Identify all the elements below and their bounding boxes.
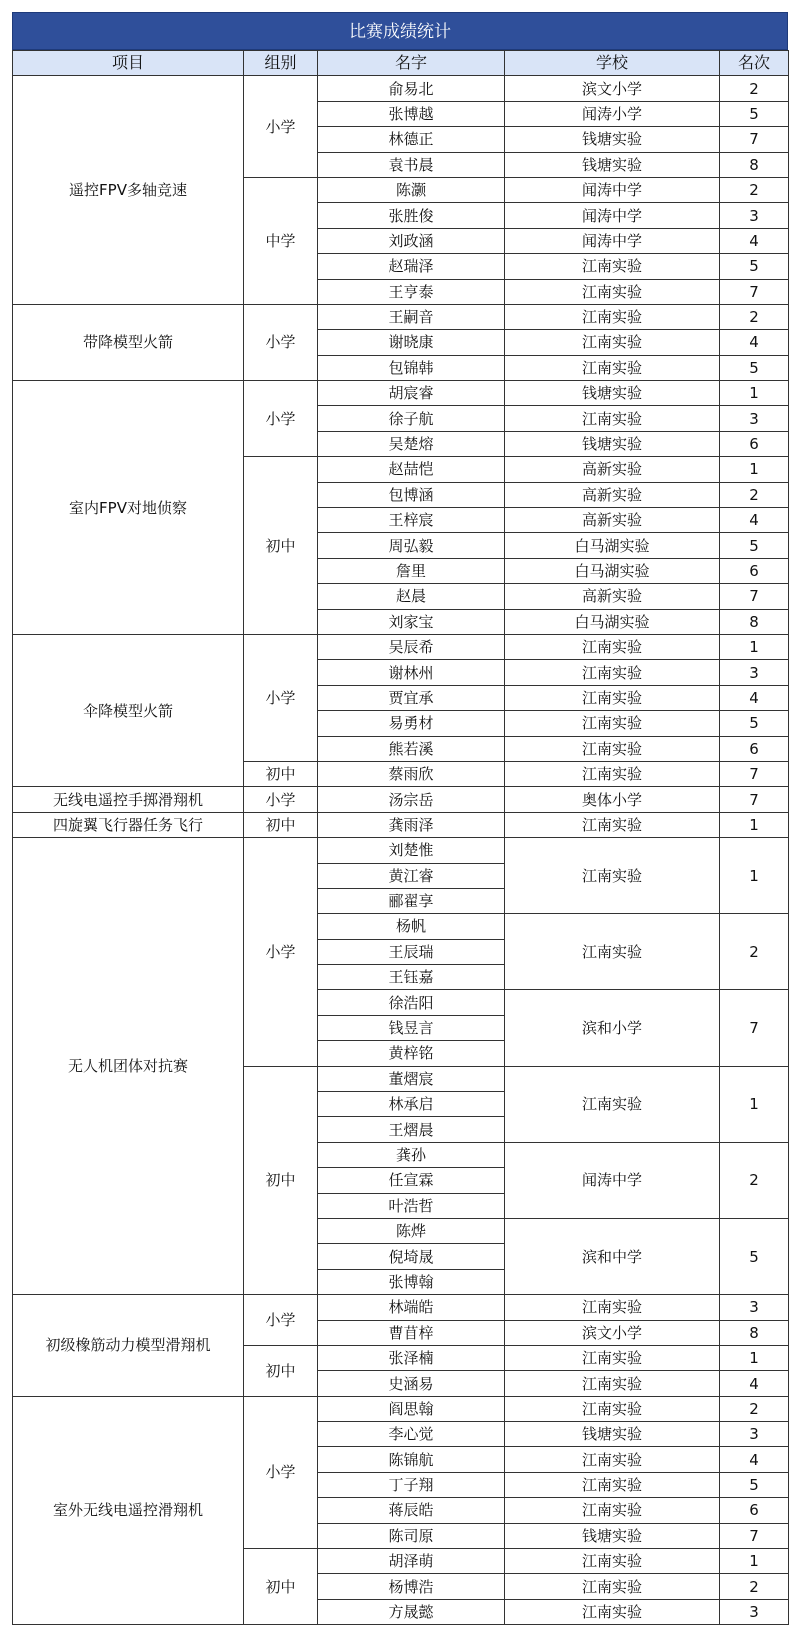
participant-name: 王梓宸 [318, 508, 505, 533]
participant-name: 易勇材 [318, 711, 505, 736]
rank-value: 7 [720, 127, 789, 152]
event-name: 遥控FPV多轴竞速 [13, 76, 244, 305]
group-label: 初中 [244, 1549, 318, 1625]
event-name: 无线电遥控手掷滑翔机 [13, 787, 244, 812]
school-name: 闻涛中学 [505, 1142, 720, 1218]
rank-value: 1 [720, 812, 789, 837]
rank-value: 3 [720, 660, 789, 685]
school-name: 江南实验 [505, 838, 720, 914]
school-name: 江南实验 [505, 1549, 720, 1574]
school-name: 钱塘实验 [505, 127, 720, 152]
rank-value: 7 [720, 1523, 789, 1548]
rank-value: 2 [720, 76, 789, 101]
rank-value: 3 [720, 406, 789, 431]
participant-name: 倪埼晟 [318, 1244, 505, 1269]
participant-name: 周弘毅 [318, 533, 505, 558]
table-row [13, 381, 789, 406]
rank-value: 7 [720, 279, 789, 304]
participant-name: 方晟懿 [318, 1599, 505, 1624]
event-name: 室外无线电遥控滑翔机 [13, 1396, 244, 1625]
rank-value: 7 [720, 787, 789, 812]
rank-value: 1 [720, 457, 789, 482]
school-name: 江南实验 [505, 914, 720, 990]
table-row [13, 812, 789, 837]
participant-name: 谢林州 [318, 660, 505, 685]
rank-value: 6 [720, 431, 789, 456]
participant-name: 贾宜承 [318, 685, 505, 710]
school-name: 闻涛中学 [505, 203, 720, 228]
school-name: 奥体小学 [505, 787, 720, 812]
rank-value: 6 [720, 736, 789, 761]
participant-name: 詹里 [318, 558, 505, 583]
participant-name: 黄江睿 [318, 863, 505, 888]
table-row [13, 1396, 789, 1421]
table-row [13, 787, 789, 812]
participant-name: 任宣霖 [318, 1168, 505, 1193]
school-name: 江南实验 [505, 254, 720, 279]
participant-name: 林端皓 [318, 1295, 505, 1320]
participant-name: 陈烨 [318, 1218, 505, 1243]
event-name: 带降模型火箭 [13, 304, 244, 380]
participant-name: 赵瑞泽 [318, 254, 505, 279]
participant-name: 林德正 [318, 127, 505, 152]
participant-name: 胡泽萌 [318, 1549, 505, 1574]
school-name: 钱塘实验 [505, 1422, 720, 1447]
school-name: 江南实验 [505, 279, 720, 304]
rank-value: 7 [720, 990, 789, 1066]
rank-value: 3 [720, 203, 789, 228]
group-label: 中学 [244, 177, 318, 304]
participant-name: 谢晓康 [318, 330, 505, 355]
rank-value: 5 [720, 355, 789, 380]
rank-value: 4 [720, 1371, 789, 1396]
results-sheet [12, 12, 788, 1625]
participant-name: 杨博浩 [318, 1574, 505, 1599]
participant-name: 张泽楠 [318, 1345, 505, 1370]
table-row [13, 304, 789, 329]
group-label: 小学 [244, 787, 318, 812]
rank-value: 4 [720, 508, 789, 533]
school-name: 江南实验 [505, 1066, 720, 1142]
rank-value: 3 [720, 1422, 789, 1447]
participant-name: 郦翟享 [318, 888, 505, 913]
rank-value: 1 [720, 838, 789, 914]
rank-value: 2 [720, 1574, 789, 1599]
participant-name: 吴楚熔 [318, 431, 505, 456]
participant-name: 俞易北 [318, 76, 505, 101]
table-row [13, 76, 789, 101]
school-name: 江南实验 [505, 1574, 720, 1599]
participant-name: 张博翰 [318, 1269, 505, 1294]
school-name: 江南实验 [505, 812, 720, 837]
rank-value: 1 [720, 381, 789, 406]
rank-value: 7 [720, 761, 789, 786]
school-name: 高新实验 [505, 482, 720, 507]
participant-name: 叶浩哲 [318, 1193, 505, 1218]
participant-name: 徐浩阳 [318, 990, 505, 1015]
participant-name: 张博越 [318, 101, 505, 126]
participant-name: 张胜俊 [318, 203, 505, 228]
participant-name: 包博涵 [318, 482, 505, 507]
school-name: 钱塘实验 [505, 152, 720, 177]
group-label: 初中 [244, 812, 318, 837]
rank-value: 5 [720, 1472, 789, 1497]
rank-value: 8 [720, 1320, 789, 1345]
school-name: 江南实验 [505, 1447, 720, 1472]
participant-name: 陈锦航 [318, 1447, 505, 1472]
school-name: 高新实验 [505, 457, 720, 482]
rank-value: 1 [720, 1066, 789, 1142]
rank-value: 7 [720, 584, 789, 609]
school-name: 江南实验 [505, 736, 720, 761]
header-event: 项目 [13, 51, 244, 76]
participant-name: 熊若溪 [318, 736, 505, 761]
participant-name: 王辰瑞 [318, 939, 505, 964]
rank-value: 5 [720, 1218, 789, 1294]
school-name: 闻涛小学 [505, 101, 720, 126]
participant-name: 陈灏 [318, 177, 505, 202]
header-group: 组别 [244, 51, 318, 76]
participant-name: 丁子翔 [318, 1472, 505, 1497]
event-name: 四旋翼飞行器任务飞行 [13, 812, 244, 837]
group-label: 小学 [244, 76, 318, 178]
school-name: 江南实验 [505, 761, 720, 786]
participant-name: 蒋辰皓 [318, 1498, 505, 1523]
school-name: 江南实验 [505, 1295, 720, 1320]
rank-value: 3 [720, 1599, 789, 1624]
school-name: 江南实验 [505, 304, 720, 329]
school-name: 闻涛中学 [505, 228, 720, 253]
group-label: 初中 [244, 457, 318, 635]
participant-name: 赵晨 [318, 584, 505, 609]
rank-value: 2 [720, 914, 789, 990]
group-label: 初中 [244, 761, 318, 786]
participant-name: 王亨泰 [318, 279, 505, 304]
participant-name: 杨帆 [318, 914, 505, 939]
school-name: 江南实验 [505, 634, 720, 659]
school-name: 白马湖实验 [505, 533, 720, 558]
results-body [13, 76, 789, 1625]
event-name: 伞降模型火箭 [13, 634, 244, 786]
rank-value: 2 [720, 177, 789, 202]
participant-name: 胡宸睿 [318, 381, 505, 406]
school-name: 滨和中学 [505, 1218, 720, 1294]
group-label: 小学 [244, 1295, 318, 1346]
group-label: 小学 [244, 838, 318, 1067]
rank-value: 5 [720, 101, 789, 126]
school-name: 钱塘实验 [505, 431, 720, 456]
school-name: 江南实验 [505, 355, 720, 380]
participant-name: 龚雨泽 [318, 812, 505, 837]
participant-name: 黄梓铭 [318, 1041, 505, 1066]
group-label: 小学 [244, 634, 318, 761]
results-table [12, 50, 789, 1625]
school-name: 滨和小学 [505, 990, 720, 1066]
group-label: 初中 [244, 1345, 318, 1396]
rank-value: 1 [720, 634, 789, 659]
school-name: 江南实验 [505, 685, 720, 710]
rank-value: 1 [720, 1345, 789, 1370]
school-name: 白马湖实验 [505, 558, 720, 583]
participant-name: 李心觉 [318, 1422, 505, 1447]
rank-value: 3 [720, 1295, 789, 1320]
school-name: 高新实验 [505, 584, 720, 609]
school-name: 江南实验 [505, 1396, 720, 1421]
participant-name: 吴辰希 [318, 634, 505, 659]
group-label: 小学 [244, 304, 318, 380]
school-name: 高新实验 [505, 508, 720, 533]
school-name: 钱塘实验 [505, 1523, 720, 1548]
participant-name: 阎思翰 [318, 1396, 505, 1421]
header-row [13, 51, 789, 76]
participant-name: 徐子航 [318, 406, 505, 431]
rank-value: 8 [720, 152, 789, 177]
participant-name: 袁书晨 [318, 152, 505, 177]
participant-name: 王熠晨 [318, 1117, 505, 1142]
group-label: 小学 [244, 1396, 318, 1548]
school-name: 江南实验 [505, 1345, 720, 1370]
school-name: 白马湖实验 [505, 609, 720, 634]
table-row [13, 1295, 789, 1320]
rank-value: 2 [720, 1142, 789, 1218]
participant-name: 董熠宸 [318, 1066, 505, 1091]
rank-value: 4 [720, 330, 789, 355]
event-name: 室内FPV对地侦察 [13, 381, 244, 635]
participant-name: 林承启 [318, 1092, 505, 1117]
table-row [13, 634, 789, 659]
header-rank: 名次 [720, 51, 789, 76]
school-name: 江南实验 [505, 1498, 720, 1523]
participant-name: 赵喆恺 [318, 457, 505, 482]
school-name: 江南实验 [505, 1371, 720, 1396]
school-name: 江南实验 [505, 711, 720, 736]
group-label: 小学 [244, 381, 318, 457]
school-name: 江南实验 [505, 1599, 720, 1624]
rank-value: 4 [720, 228, 789, 253]
rank-value: 8 [720, 609, 789, 634]
participant-name: 汤宗岳 [318, 787, 505, 812]
participant-name: 包锦韩 [318, 355, 505, 380]
sheet-title: 比赛成绩统计 [12, 12, 788, 50]
school-name: 江南实验 [505, 1472, 720, 1497]
rank-value: 6 [720, 1498, 789, 1523]
rank-value: 2 [720, 1396, 789, 1421]
header-name: 名字 [318, 51, 505, 76]
participant-name: 刘家宝 [318, 609, 505, 634]
rank-value: 2 [720, 304, 789, 329]
table-row [13, 838, 789, 863]
group-label: 初中 [244, 1066, 318, 1295]
rank-value: 5 [720, 533, 789, 558]
school-name: 闻涛中学 [505, 177, 720, 202]
event-name: 初级橡筋动力模型滑翔机 [13, 1295, 244, 1397]
participant-name: 王钰嘉 [318, 965, 505, 990]
rank-value: 5 [720, 254, 789, 279]
participant-name: 钱昱言 [318, 1015, 505, 1040]
participant-name: 刘楚惟 [318, 838, 505, 863]
school-name: 滨文小学 [505, 1320, 720, 1345]
participant-name: 龚孙 [318, 1142, 505, 1167]
rank-value: 4 [720, 1447, 789, 1472]
school-name: 钱塘实验 [505, 381, 720, 406]
participant-name: 王嗣音 [318, 304, 505, 329]
school-name: 江南实验 [505, 406, 720, 431]
participant-name: 刘政涵 [318, 228, 505, 253]
rank-value: 6 [720, 558, 789, 583]
school-name: 滨文小学 [505, 76, 720, 101]
rank-value: 4 [720, 685, 789, 710]
rank-value: 2 [720, 482, 789, 507]
school-name: 江南实验 [505, 660, 720, 685]
rank-value: 5 [720, 711, 789, 736]
participant-name: 蔡雨欣 [318, 761, 505, 786]
participant-name: 曹苜梓 [318, 1320, 505, 1345]
rank-value: 1 [720, 1549, 789, 1574]
header-school: 学校 [505, 51, 720, 76]
participant-name: 陈司原 [318, 1523, 505, 1548]
school-name: 江南实验 [505, 330, 720, 355]
participant-name: 史涵易 [318, 1371, 505, 1396]
event-name: 无人机团体对抗赛 [13, 838, 244, 1295]
